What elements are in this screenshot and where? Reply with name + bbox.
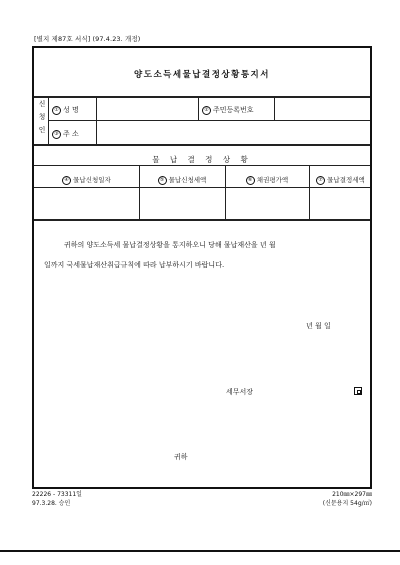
number-circle: ③ <box>52 130 61 139</box>
title-divider <box>34 96 370 98</box>
footer-paper-type: (신문용지 54g/㎡) <box>322 500 372 507</box>
column-divider-2 <box>225 165 226 219</box>
footer-paper-size: 210㎜×297㎜ <box>332 491 372 498</box>
address-label: 주 소 <box>63 130 79 138</box>
field-label-divider <box>96 96 97 144</box>
addressee-label: 귀하 <box>174 453 188 461</box>
number-circle: ② <box>202 106 211 115</box>
resident-label-divider <box>274 96 275 120</box>
notice-form <box>32 46 372 489</box>
tax-office-head-label: 세무서장 <box>226 388 254 396</box>
resident-no-label: 주민등록번호 <box>213 106 254 114</box>
column-header-filing-date <box>34 175 139 185</box>
column-header-decided-tax <box>309 175 372 185</box>
date-line: 년 월 일 <box>306 322 331 330</box>
column-divider-3 <box>309 165 310 219</box>
name-label: 성 명 <box>63 106 79 114</box>
resident-no-field-label <box>202 105 254 115</box>
column-header-requested-tax <box>139 175 225 185</box>
notice-text-line-2: 일까지 국세물납재산취급규칙에 따라 납부하시기 바랍니다. <box>44 261 225 269</box>
number-circle: ⑦ <box>316 176 325 185</box>
column-label: 물납결정세액 <box>327 176 365 184</box>
page-bottom-rule <box>0 550 400 552</box>
applicant-char-3: 인 <box>38 126 46 134</box>
notice-text-line-1: 귀하의 양도소득세 물납결정상황을 통지하오니 당해 물납재산을 년 월 <box>64 241 276 249</box>
applicant-section-divider <box>34 144 370 146</box>
column-label: 물납신청일자 <box>73 176 111 184</box>
applicant-label <box>36 98 48 137</box>
name-field-label <box>52 105 79 115</box>
status-section-divider <box>34 219 370 221</box>
applicant-char-1: 신 <box>38 100 46 108</box>
applicant-char-2: 청 <box>38 113 46 121</box>
column-divider-1 <box>139 165 140 219</box>
column-header-bond-value <box>225 175 309 185</box>
seal-mark-icon <box>354 387 362 395</box>
status-title-divider <box>34 165 370 166</box>
status-section-title: 물 납 결 정 상 황 <box>152 155 252 164</box>
form-number-caption: [별지 제87호 서식] (97.4.23. 개정) <box>34 35 141 43</box>
footer-paper-spec <box>323 490 372 508</box>
footer-approval <box>32 490 82 508</box>
applicant-label-divider <box>48 96 49 144</box>
column-label: 물납신청세액 <box>168 176 207 184</box>
footer-approval-line-2: 97.3.28. 승인 <box>32 500 71 507</box>
column-label: 채권평가액 <box>256 176 289 184</box>
form-title: 양도소득세물납결정상황통지서 <box>134 70 270 80</box>
number-circle: ⑥ <box>246 176 255 185</box>
footer-approval-line-1: 22226 - 73311일 <box>32 491 82 498</box>
column-header-divider <box>34 187 370 188</box>
number-circle: ④ <box>62 176 71 185</box>
name-value-divider <box>198 96 199 120</box>
number-circle: ⑤ <box>158 176 167 185</box>
address-field-label <box>52 129 79 139</box>
number-circle: ① <box>52 106 61 115</box>
